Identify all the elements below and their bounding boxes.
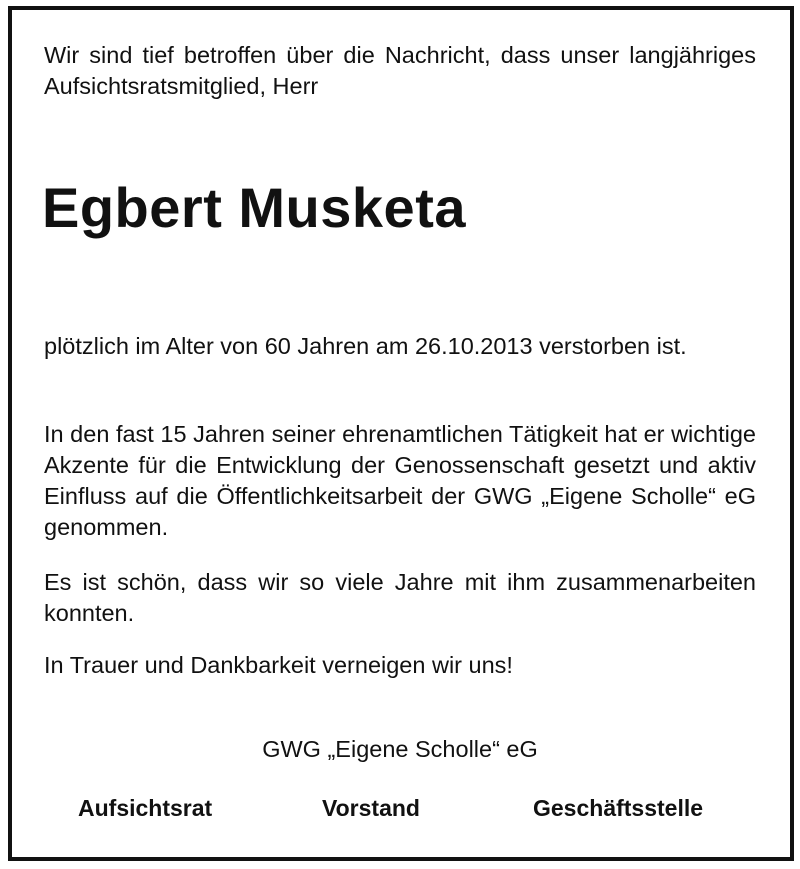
death-notice-text: plötzlich im Alter von 60 Jahren am 26.10.2013 verstorben ist. <box>44 333 687 359</box>
organization-name: GWG „Eigene Scholle“ eG <box>262 736 538 762</box>
deceased-name: Egbert Musketa <box>42 176 466 239</box>
activity-paragraph: In den fast 15 Jahren seiner ehrenamtlichen Tätigkeit hat er wichtige Akzente für die Entwicklung der Genossenschaft gesetzt und aktiv Einfluss auf die Öffentlichkeitsarbeit der GWG „Eigene Scholle“ eG genommen. <box>44 421 756 540</box>
signatory-supervisory-board: Aufsichtsrat <box>78 795 213 821</box>
thanks-paragraph <box>44 567 756 629</box>
intro-text: Wir sind tief betroffen über die Nachricht, dass unser langjähriges Aufsichtsratsmitglied, Herr <box>44 42 756 99</box>
signatory-office: Geschäftsstelle <box>533 795 704 821</box>
signatory-executive-board: Vorstand <box>322 795 420 821</box>
thanks-text: Es ist schön, dass wir so viele Jahre mit ihm zusammenarbeiten konnten. <box>44 569 756 626</box>
closing-line: In Trauer und Dankbarkeit verneigen wir uns! <box>44 652 513 678</box>
